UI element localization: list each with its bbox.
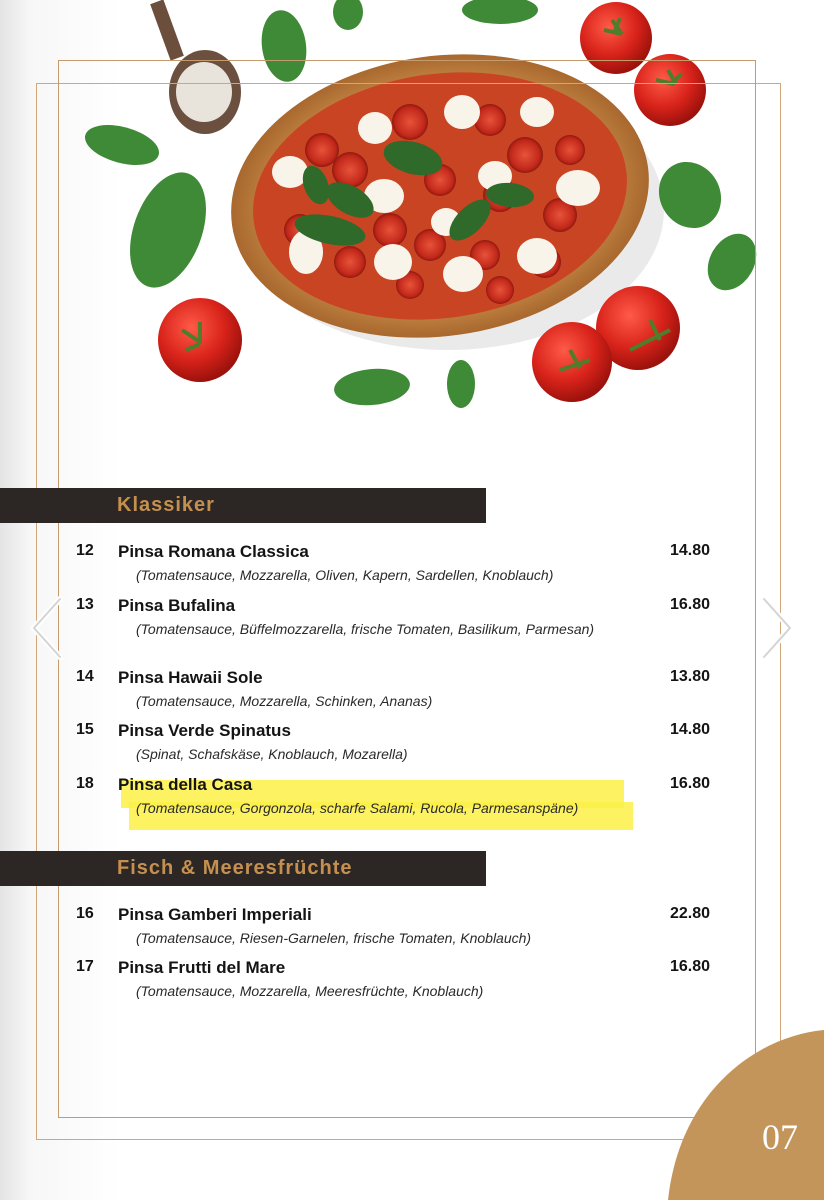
section-title: Fisch & Meeresfrüchte bbox=[117, 857, 353, 879]
item-price: 14.80 bbox=[670, 721, 711, 738]
item-name: Pinsa Frutti del Mare bbox=[118, 958, 286, 977]
previous-page-button[interactable] bbox=[26, 593, 70, 663]
item-description: (Spinat, Schafskäse, Knoblauch, Mozarella) bbox=[136, 746, 408, 762]
item-price: 16.80 bbox=[670, 958, 711, 975]
page-corner-badge bbox=[668, 1030, 824, 1200]
item-price: 13.80 bbox=[670, 668, 711, 685]
page-number: 07 bbox=[762, 1117, 798, 1157]
item-number: 12 bbox=[76, 542, 94, 559]
section-title: Klassiker bbox=[117, 494, 215, 516]
item-price: 16.80 bbox=[670, 775, 711, 792]
item-description: (Tomatensauce, Mozzarella, Meeresfrüchte, Knoblauch) bbox=[136, 983, 484, 999]
section-header-fisch bbox=[0, 851, 486, 886]
chevron-left-icon bbox=[26, 593, 70, 663]
next-page-button[interactable] bbox=[754, 593, 798, 663]
item-name: Pinsa Hawaii Sole bbox=[118, 668, 263, 687]
item-name: Pinsa Bufalina bbox=[118, 596, 236, 615]
item-number: 18 bbox=[76, 775, 94, 792]
chevron-right-icon bbox=[754, 593, 798, 663]
pizza-photo bbox=[0, 0, 824, 480]
item-number: 17 bbox=[76, 958, 94, 975]
item-name: Pinsa Romana Classica bbox=[118, 542, 309, 561]
item-number: 13 bbox=[76, 596, 94, 613]
item-number: 15 bbox=[76, 721, 94, 738]
item-number: 16 bbox=[76, 905, 94, 922]
item-price: 14.80 bbox=[670, 542, 711, 559]
item-description: (Tomatensauce, Riesen-Garnelen, frische Tomaten, Knoblauch) bbox=[136, 930, 532, 946]
item-name: Pinsa Gamberi Imperiali bbox=[118, 905, 312, 924]
item-price: 16.80 bbox=[670, 596, 711, 613]
item-price: 22.80 bbox=[670, 905, 711, 922]
item-description: (Tomatensauce, Büffelmozzarella, frische Tomaten, Basilikum, Parmesan) bbox=[136, 621, 595, 637]
section-header-klassiker bbox=[0, 488, 486, 523]
item-description: (Tomatensauce, Mozzarella, Oliven, Kapern, Sardellen, Knoblauch) bbox=[136, 567, 554, 583]
item-name: Pinsa Verde Spinatus bbox=[118, 721, 291, 740]
item-number: 14 bbox=[76, 668, 94, 685]
item-description: (Tomatensauce, Mozzarella, Schinken, Ananas) bbox=[136, 693, 433, 709]
item-name: Pinsa della Casa bbox=[118, 775, 253, 794]
item-description: (Tomatensauce, Gorgonzola, scharfe Salami, Rucola, Parmesanspäne) bbox=[136, 800, 579, 816]
